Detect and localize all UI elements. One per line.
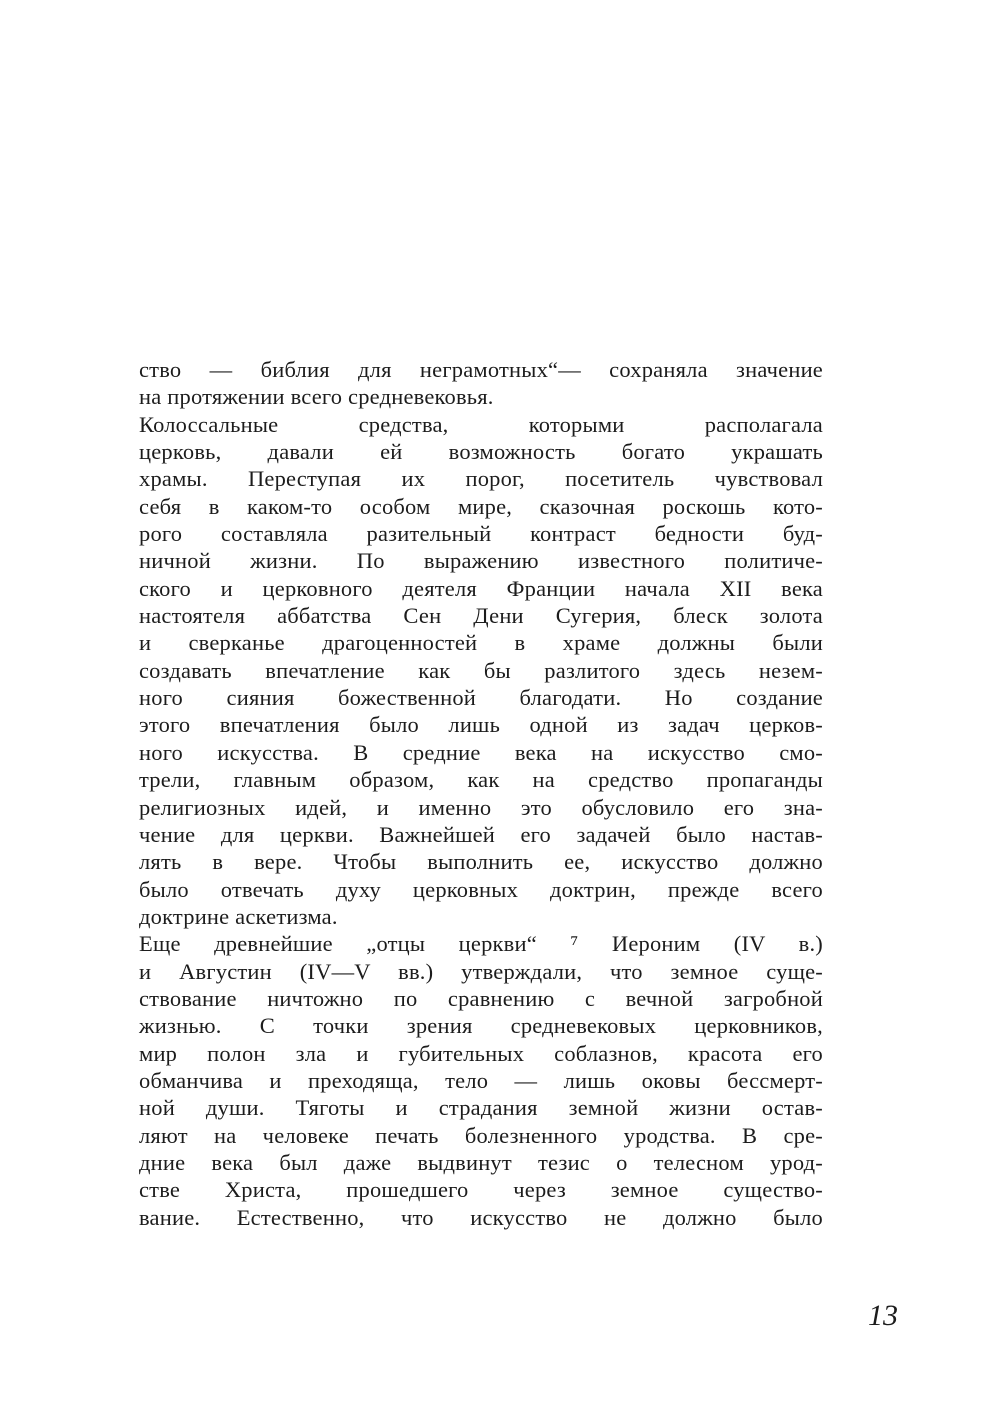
text-line: ского и церковного деятеля Франции начала XII века: [139, 575, 823, 601]
text-line: ного сияния божественной благодати. Но создание: [139, 685, 823, 711]
text-line: вание. Естественно, что искусство не должно было: [139, 1204, 823, 1230]
text-line: настоятеля аббатства Сен Дени Сугерия, блеск золота: [139, 603, 823, 629]
text-line: и Августин (IV—V вв.) утверждали, что земное суще-: [139, 958, 823, 984]
text-line: себя в каком-то особом мире, сказочная роскошь кото-: [139, 493, 823, 519]
text-line: ной души. Тяготы и страдания земной жизни остав-: [139, 1095, 823, 1121]
text-line: создавать впечатление как бы разлитого здесь незем-: [139, 657, 823, 683]
text-line: жизнью. С точки зрения средневековых церковников,: [139, 1013, 823, 1039]
text-line: Колоссальные средства, которыми располагала: [139, 411, 823, 437]
text-line: Еще древнейшие „отцы церкви“ ⁷ Иероним (IV в.): [139, 931, 823, 957]
text-line: чение для церкви. Важнейшей его задачей было настав-: [139, 821, 823, 847]
text-line: обманчива и преходяща, тело — лишь оковы бессмерт-: [139, 1067, 823, 1093]
body-text: [139, 356, 823, 1231]
page-number: 13: [868, 1299, 898, 1332]
text-line: трели, главным образом, как на средство пропаганды: [139, 767, 823, 793]
text-line: стве Христа, прошедшего через земное существо-: [139, 1177, 823, 1203]
text-line: рого составляла разительный контраст бедности буд-: [139, 521, 823, 547]
text-line: доктрине аскетизма.: [139, 903, 338, 929]
text-line: ство — библия для неграмотных“— сохраняла значение: [139, 357, 823, 382]
text-line: дние века был даже выдвинут тезис о телесном урод-: [139, 1149, 823, 1175]
text-line: религиозных идей, и именно это обусловило его зна-: [139, 794, 823, 820]
text-line: этого впечатления было лишь одной из задач церков-: [139, 712, 823, 738]
text-line: и сверканье драгоценностей в храме должны были: [139, 630, 823, 656]
text-line: ствование ничтожно по сравнению с вечной загробной: [139, 985, 823, 1011]
text-line: ничной жизни. По выражению известного политиче-: [139, 548, 823, 574]
text-line: лять в вере. Чтобы выполнить ее, искусство должно: [139, 849, 823, 875]
text-line: на протяжении всего средневековья.: [139, 384, 494, 410]
text-line: храмы. Переступая их порог, посетитель чувствовал: [139, 466, 823, 492]
text-line: было отвечать духу церковных доктрин, прежде всего: [139, 876, 823, 902]
text-line: мир полон зла и губительных соблазнов, красота его: [139, 1040, 823, 1066]
text-line: ного искусства. В средние века на искусство смо-: [139, 739, 823, 765]
text-line: церковь, давали ей возможность богато украшать: [139, 439, 823, 465]
text-line: ляют на человеке печать болезненного уродства. В сре-: [139, 1122, 823, 1148]
